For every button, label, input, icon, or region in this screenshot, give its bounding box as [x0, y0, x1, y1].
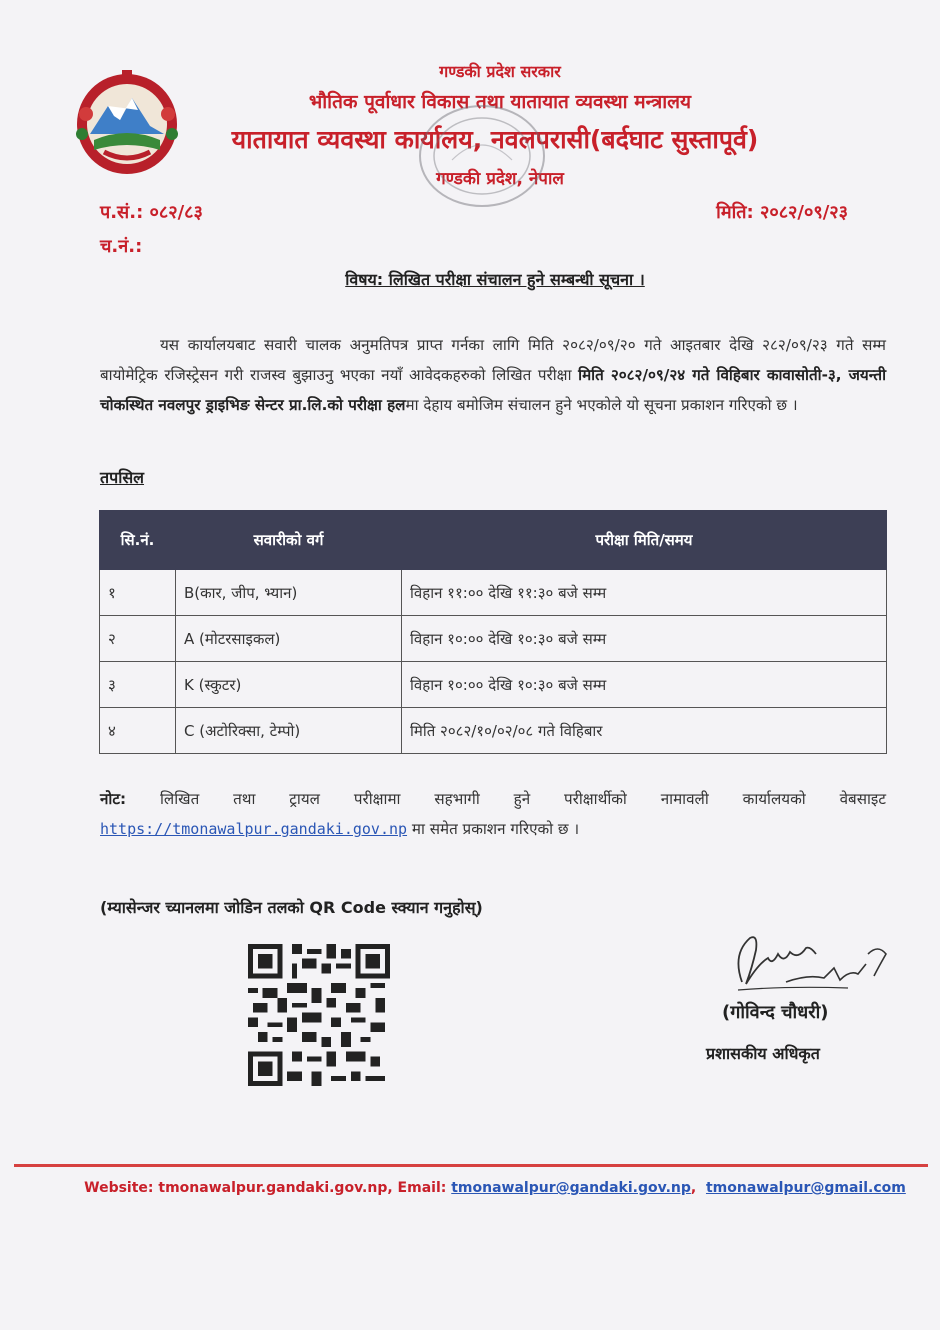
office-stamp-icon — [412, 100, 552, 212]
note-paragraph — [100, 784, 886, 844]
serial-number-cell: ३ — [100, 662, 176, 708]
province-government-title: गण्डकी प्रदेश सरकार — [439, 62, 561, 81]
table-row — [100, 616, 887, 662]
qr-code-icon[interactable] — [248, 944, 390, 1086]
serial-number-cell: ४ — [100, 708, 176, 754]
footer-contact — [0, 1180, 940, 1196]
vehicle-category-cell: A (मोटरसाइकल) — [176, 616, 402, 662]
signatory-designation: प्रशासकीय अधिकृत — [706, 1044, 820, 1063]
exam-schedule-table — [99, 510, 887, 754]
body-part2: मा देहाय बमोजिम संचालन हुने भएकोले यो सूचना प्रकाशन गरिएको छ । — [405, 396, 798, 414]
ministry-title: भौतिक पूर्वाधार विकास तथा यातायात व्यवस्था मन्त्रालय — [308, 91, 692, 113]
note-text-end: मा समेत प्रकाशन गरिएको छ । — [411, 820, 580, 838]
details-heading: तपसिल — [100, 468, 145, 487]
table-row — [100, 708, 887, 754]
reference-number: प.सं.: ०८२/८३ — [100, 202, 203, 223]
table-row — [100, 570, 887, 616]
email-link-gmail[interactable]: tmonawalpur@gmail.com — [705, 1180, 906, 1196]
table-header-row — [100, 511, 887, 570]
exam-time-cell: मिति २०८२/१०/०२/०८ गते विहिबार — [402, 708, 887, 754]
exam-time-cell: विहान ११:०० देखि ११:३० बजे सम्म — [402, 570, 887, 616]
column-header: सवारीको वर्ग — [176, 511, 402, 570]
subject-line — [0, 268, 940, 290]
subject-text: विषय: लिखित परीक्षा संचालन हुने सम्बन्धी सूचना । — [345, 270, 645, 289]
letter-date: मिति: २०८२/०९/२३ — [716, 202, 848, 223]
signatory-name: (गोविन्द चौधरी) — [722, 1002, 829, 1023]
province-country: गण्डकी प्रदेश, नेपाल — [436, 169, 564, 189]
qr-instruction: (म्यासेन्जर च्यानलमा जोडिन तलको QR Code स्क्यान गनुहोस्) — [100, 898, 483, 917]
office-website-link[interactable]: https://tmonawalpur.gandaki.gov.np — [100, 820, 408, 838]
office-title: यातायात व्यवस्था कार्यालय, नवलपरासी(बर्दघाट सुस्तापूर्व) — [231, 125, 759, 154]
vehicle-category-cell: K (स्कुटर) — [176, 662, 402, 708]
note-text: लिखित तथा ट्रायल परीक्षामा सहभागी हुने परीक्षार्थीको नामावली कार्यालयको वेबसाइट — [159, 790, 887, 808]
email-link-gandaki[interactable]: tmonawalpur@gandaki.gov.np — [451, 1180, 691, 1196]
vehicle-category-cell: C (अटोरिक्सा, टेम्पो) — [176, 708, 402, 754]
exam-time-cell: विहान १०:०० देखि १०:३० बजे सम्म — [402, 662, 887, 708]
table-row — [100, 662, 887, 708]
serial-number-cell: १ — [100, 570, 176, 616]
note-label: नोट: — [100, 790, 127, 808]
column-header: सि.नं. — [100, 511, 176, 570]
footer-divider — [14, 1164, 928, 1167]
exam-time-cell: विहान १०:०० देखि १०:३० बजे सम्म — [402, 616, 887, 662]
handwritten-signature-icon — [728, 924, 898, 1000]
footer-website: Website: tmonawalpur.gandaki.gov.np, Email: — [84, 1180, 447, 1196]
column-header: परीक्षा मिति/समय — [402, 511, 887, 570]
body-part1: यस कार्यालयबाट सवारी चालक अनुमतिपत्र प्राप्त गर्नका लागि मिति २०८२/०९/२० गते आइतबार देखि २८२/०९/२३ गते सम्म बायोमेट्रिक रजिस्ट्रेसन गरी राजस्व बुझाउनु भएका नयाँ आवेदकहरुको लिखित परीक्षा — [100, 336, 886, 384]
body-paragraph — [100, 330, 886, 420]
body-exam-venue: मिति २०८२/०९/२४ गते विहिबार कावासोती-३, जयन्ती चोकस्थित नवलपुर ड्राइभिङ सेन्टर प्रा.लि.को परीक्षा हल — [100, 366, 886, 414]
dispatch-number: च.नं.: — [100, 236, 143, 257]
serial-number-cell: २ — [100, 616, 176, 662]
nepal-emblem-icon — [68, 68, 186, 180]
vehicle-category-cell: B(कार, जीप, भ्यान) — [176, 570, 402, 616]
footer-separator: , — [690, 1180, 697, 1196]
